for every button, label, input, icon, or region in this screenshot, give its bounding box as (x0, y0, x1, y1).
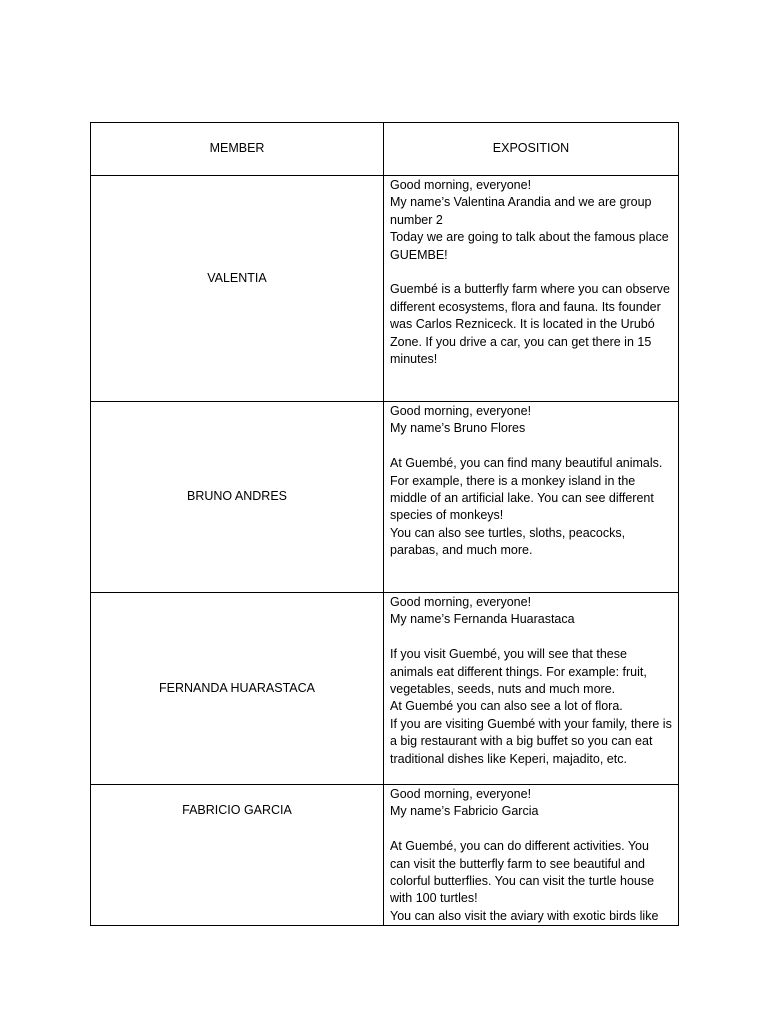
exposition-line: At Guembé you can also see a lot of flora. (390, 699, 623, 714)
header-member: MEMBER (91, 123, 384, 176)
exposition-cell (384, 593, 679, 785)
group-exposition-table (90, 122, 679, 926)
exposition-line: Good morning, everyone! (390, 178, 532, 192)
exposition-line: My name’s Valentina Arandia and we are group number 2 (390, 195, 652, 227)
table-row (91, 402, 679, 593)
table-header-row (91, 123, 679, 176)
exposition-line: If you visit Guembé, you will see that these animals eat different things. For example: fruit, vegetables, seeds, nuts and much more. (390, 647, 647, 697)
table-row (91, 593, 679, 785)
member-cell (91, 785, 384, 926)
exposition-cell (384, 785, 679, 926)
blank-line (390, 438, 672, 455)
blank-line (390, 264, 672, 281)
member-name: VALENTIA (207, 270, 267, 285)
exposition-line: Good morning, everyone! (390, 595, 532, 609)
blank-line (390, 821, 672, 838)
member-cell (91, 593, 384, 785)
exposition-line: Good morning, everyone! (390, 787, 532, 801)
exposition-cell (384, 402, 679, 593)
table-row (91, 176, 679, 402)
exposition-line: Today we are going to talk about the famous place GUEMBE! (390, 230, 669, 262)
member-name: FABRICIO GARCIA (182, 803, 292, 818)
member-name: FERNANDA HUARASTACA (158, 680, 316, 695)
header-exposition: EXPOSITION (384, 123, 679, 176)
exposition-line: Guembé is a butterfly farm where you can observe different ecosystems, flora and fauna. Its founder was Carlos Rezniceck. It is located in the Urubó Zone. If you drive a car, you can get there in 15 minutes! (390, 282, 670, 367)
exposition-line: You can also see turtles, sloths, peacocks, parabas, and much more. (390, 525, 626, 558)
exposition-line: At Guembé, you can find many beautiful animals. For example, there is a monkey island in the middle of an artificial lake. You can see different species of monkeys! (390, 456, 663, 523)
blank-line (390, 629, 672, 646)
member-name: BRUNO ANDRES (186, 489, 288, 504)
exposition-line: My name’s Fernanda Huarastaca (390, 612, 575, 627)
exposition-line: You can also visit the aviary with exotic birds like (390, 908, 659, 923)
member-cell (91, 176, 384, 402)
exposition-line: At Guembé, you can do different activities. You can visit the butterfly farm to see beautiful and colorful butterflies. You can visit the turtle house with 100 turtles! (390, 839, 655, 906)
exposition-cell (384, 176, 679, 402)
exposition-line: My name’s Fabricio Garcia (390, 804, 539, 819)
exposition-line: Good morning, everyone! (390, 404, 532, 418)
table-row (91, 785, 679, 926)
exposition-line: If you are visiting Guembé with your family, there is a big restaurant with a big buffet so you can eat traditional dishes like Keperi, majadito, etc. (390, 716, 672, 766)
member-cell (91, 402, 384, 593)
exposition-line: My name’s Bruno Flores (390, 421, 526, 436)
